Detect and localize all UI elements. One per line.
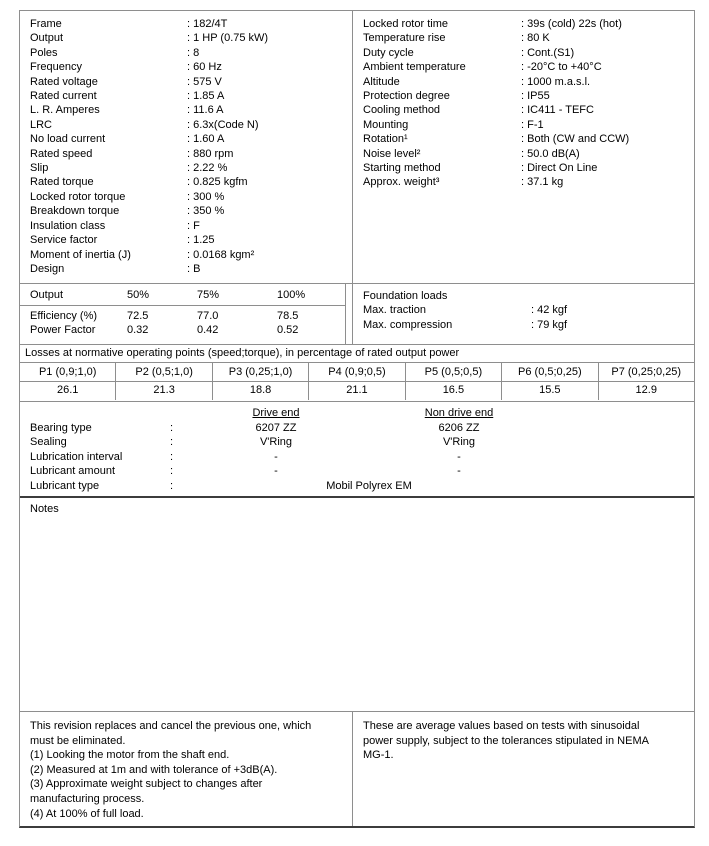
spec-label: Protection degree <box>363 90 450 103</box>
losses-title: Losses at normative operating points (speed;torque), in percentage of rated output power <box>20 345 694 363</box>
spec-row-rated-voltage <box>30 75 352 89</box>
spec-value: : 300 % <box>187 190 225 203</box>
spec-value: : Cont.(S1) <box>521 46 575 59</box>
spec-row-lrc <box>30 118 352 132</box>
spec-value: : 1.25 <box>187 234 215 247</box>
spec-row-rated-speed <box>30 147 352 161</box>
remark-line: This revision replaces and cancel the previous one, which <box>30 720 312 732</box>
drive-end-header: Drive end <box>252 407 300 419</box>
spec-label: Rated speed <box>30 147 93 160</box>
spec-row-noise-level <box>363 147 694 161</box>
spec-label: Poles <box>30 46 58 59</box>
losses-header-row <box>20 363 694 382</box>
spec-row-protection-degree <box>363 89 694 103</box>
spec-value: : 50.0 dB(A) <box>521 147 580 160</box>
spec-row-frame <box>30 17 352 31</box>
spec-label: Slip <box>30 162 49 175</box>
lubrication-interval-nde: - <box>457 450 461 463</box>
losses-header-p2: P2 (0,5;1,0) <box>116 363 212 382</box>
power-factor-100: 0.52 <box>277 324 299 336</box>
bearing-type-de: 6207 ZZ <box>255 421 297 434</box>
spec-value: : 6.3x(Code N) <box>187 118 259 131</box>
spec-row-rated-current <box>30 89 352 103</box>
efficiency-50: 72.5 <box>127 310 149 322</box>
tolerance-remarks <box>352 712 694 826</box>
output-header-100: 100% <box>277 289 306 301</box>
foundation-title <box>363 289 694 303</box>
spec-value: : 1.85 A <box>187 90 225 103</box>
spec-row-duty-cycle <box>363 46 694 60</box>
row-label: Power Factor <box>30 324 96 336</box>
losses-section <box>20 344 694 401</box>
row-label: Bearing type <box>30 421 92 434</box>
lubricant-amount-nde: - <box>457 465 461 478</box>
spec-label: Moment of inertia (J) <box>30 248 131 261</box>
foundation-title-label: Foundation loads <box>363 290 448 302</box>
losses-header-p7: P7 (0,25;0,25) <box>599 363 694 382</box>
spec-row-rated-torque <box>30 175 352 189</box>
output-header-50: 50% <box>127 289 150 301</box>
spec-value: : 350 % <box>187 205 225 218</box>
spec-label: Design <box>30 262 65 275</box>
lubrication-interval-de: - <box>274 450 278 463</box>
spec-row-altitude <box>363 75 694 89</box>
spec-label: Rated voltage <box>30 75 98 88</box>
spec-row-design <box>30 262 352 276</box>
spec-value: : 1000 m.a.s.l. <box>521 75 591 88</box>
remark-line: (2) Measured at 1m and with tolerance of +3dB(A). <box>30 763 278 776</box>
spec-row-output <box>30 31 352 45</box>
row-label: Lubricant type <box>30 479 100 492</box>
spec-value: : IP55 <box>521 90 550 103</box>
spec-row-insulation-class <box>30 219 352 233</box>
spec-row-cooling-method <box>363 103 694 117</box>
bearings-section <box>20 401 694 496</box>
spec-value: : Direct On Line <box>521 162 598 175</box>
row-label: Lubricant amount <box>30 465 115 478</box>
spec-value: : 60 Hz <box>187 61 222 74</box>
power-factor-50: 0.32 <box>127 324 149 336</box>
max-traction-row <box>363 303 694 317</box>
spec-value: : F <box>187 219 200 232</box>
spec-label: Rated torque <box>30 176 94 189</box>
spec-row-no-load-current <box>30 132 352 146</box>
spec-label: Ambient temperature <box>363 61 466 74</box>
spec-value: : IC411 - TEFC <box>521 104 594 117</box>
remark-line: MG-1. <box>363 749 394 762</box>
spec-row-mounting <box>363 118 694 132</box>
lubricant-type-value: Mobil Polyrex EM <box>326 479 412 492</box>
spec-value: : 575 V <box>187 75 222 88</box>
output-header: Output <box>30 289 64 301</box>
lubricant-amount-row <box>20 464 694 479</box>
losses-header-p1: P1 (0,9;1,0) <box>20 363 116 382</box>
spec-row-breakdown-torque <box>30 204 352 218</box>
spec-row-rotation <box>363 132 694 146</box>
spec-label: Approx. weight³ <box>363 176 440 189</box>
bearing-type-nde: 6206 ZZ <box>438 421 480 434</box>
sealing-nde: V'Ring <box>442 436 476 449</box>
spec-label: LRC <box>30 118 53 131</box>
max-compression-value: : 79 kgf <box>531 318 568 331</box>
spec-value: : 80 K <box>521 32 550 45</box>
spec-value: : B <box>187 262 201 275</box>
colon: : <box>170 436 174 449</box>
spec-label: Cooling method <box>363 104 441 117</box>
spec-value: : 0.825 kgfm <box>187 176 248 189</box>
spec-value: : 1 HP (0.75 kW) <box>187 32 269 45</box>
spacer <box>20 406 170 421</box>
spec-value: : 1.60 A <box>187 133 225 146</box>
spec-row-locked-rotor-time <box>363 17 694 31</box>
spec-label: Breakdown torque <box>30 205 120 218</box>
lubrication-interval-row <box>20 450 694 465</box>
losses-header-p3: P3 (0,25;1,0) <box>213 363 309 382</box>
spec-value: : 37.1 kg <box>521 176 564 189</box>
row-label: Max. traction <box>363 304 426 317</box>
row-label: Efficiency (%) <box>30 310 98 322</box>
row-label: Lubrication interval <box>30 450 123 463</box>
remark-line: (3) Approximate weight subject to changes after <box>30 778 263 791</box>
spec-label: Locked rotor time <box>363 18 448 30</box>
spec-label: Rotation¹ <box>363 133 408 146</box>
power-factor-75: 0.42 <box>197 324 219 336</box>
spec-value: : 182/4T <box>187 18 228 30</box>
power-factor-row <box>20 323 345 337</box>
spec-row-lr-amperes <box>30 103 352 117</box>
bearings-header-row <box>20 406 694 421</box>
colon: : <box>170 421 174 434</box>
sealing-row <box>20 435 694 450</box>
spec-row-approx-weight <box>363 175 694 189</box>
notes-section <box>20 496 694 711</box>
remark-line: (4) At 100% of full load. <box>30 807 144 820</box>
row-label: Max. compression <box>363 318 453 331</box>
losses-value-p2: 21.3 <box>116 382 212 400</box>
spec-value: : F-1 <box>521 118 544 131</box>
spec-row-locked-rotor-torque <box>30 190 352 204</box>
spec-label: Starting method <box>363 162 441 175</box>
lubricant-type-row <box>20 479 694 494</box>
losses-values-row <box>20 382 694 400</box>
losses-value-p6: 15.5 <box>502 382 598 400</box>
spec-label: Noise level² <box>363 147 421 160</box>
spec-value: : 880 rpm <box>187 147 234 160</box>
row-label: Sealing <box>30 436 67 449</box>
spec-row-service-factor <box>30 233 352 247</box>
spec-value: : 0.0168 kgm² <box>187 248 255 261</box>
spec-label: Duty cycle <box>363 46 414 59</box>
spec-value: : 39s (cold) 22s (hot) <box>521 18 622 30</box>
remark-line: (1) Looking the motor from the shaft end. <box>30 749 230 762</box>
spec-label: Output <box>30 32 64 45</box>
specs-section <box>20 11 694 283</box>
losses-value-p1: 26.1 <box>20 382 116 400</box>
spec-value: : 8 <box>187 46 200 59</box>
losses-value-p4: 21.1 <box>309 382 405 400</box>
losses-value-p3: 18.8 <box>213 382 309 400</box>
spec-label: Frame <box>30 18 62 30</box>
max-compression-row <box>363 318 694 332</box>
output-foundation-section <box>20 283 694 344</box>
spec-row-poles <box>30 46 352 60</box>
lubricant-amount-de: - <box>274 465 278 478</box>
spec-row-ambient-temperature <box>363 60 694 74</box>
bearing-type-row <box>20 421 694 436</box>
spec-label: Mounting <box>363 118 409 131</box>
efficiency-row <box>20 309 345 323</box>
spec-value: : 2.22 % <box>187 162 228 175</box>
output-table <box>20 284 346 344</box>
specs-right-column <box>352 11 694 283</box>
spec-label: Service factor <box>30 234 98 247</box>
losses-value-p5: 16.5 <box>406 382 502 400</box>
remark-line: manufacturing process. <box>30 792 145 805</box>
spec-row-frequency <box>30 60 352 74</box>
spec-label: Rated current <box>30 90 97 103</box>
spec-value: : 11.6 A <box>187 104 224 117</box>
spec-value: : Both (CW and CCW) <box>521 133 630 146</box>
remark-line: must be eliminated. <box>30 734 126 747</box>
losses-header-p4: P4 (0,9;0,5) <box>309 363 405 382</box>
revision-remarks <box>20 712 352 826</box>
remark-line: These are average values based on tests with sinusoidal <box>363 720 640 732</box>
notes-title: Notes <box>30 503 59 515</box>
spec-row-moment-of-inertia <box>30 248 352 262</box>
motor-datasheet <box>19 10 695 828</box>
spec-label: Frequency <box>30 61 82 74</box>
spec-row-starting-method <box>363 161 694 175</box>
non-drive-end-header: Non drive end <box>424 407 494 419</box>
spec-value: : -20°C to +40°C <box>521 61 602 74</box>
spec-label: Temperature rise <box>363 32 446 45</box>
remark-line: power supply, subject to the tolerances stipulated in NEMA <box>363 734 649 747</box>
footer-section <box>20 711 694 826</box>
colon: : <box>170 479 174 492</box>
foundation-loads-box <box>352 284 694 344</box>
spec-label: Locked rotor torque <box>30 190 126 203</box>
efficiency-100: 78.5 <box>277 310 299 322</box>
losses-header-p5: P5 (0,5;0,5) <box>406 363 502 382</box>
colon: : <box>170 450 174 463</box>
losses-value-p7: 12.9 <box>635 384 657 396</box>
spec-row-slip <box>30 161 352 175</box>
spec-label: Altitude <box>363 75 400 88</box>
spec-label: Insulation class <box>30 219 106 232</box>
max-traction-value: : 42 kgf <box>531 304 568 317</box>
losses-header-p6: P6 (0,5;0,25) <box>502 363 598 382</box>
sealing-de: V'Ring <box>259 436 293 449</box>
spacer <box>170 406 186 421</box>
spec-label: No load current <box>30 133 106 146</box>
spec-row-temperature-rise <box>363 31 694 45</box>
specs-left-column <box>20 11 352 283</box>
spec-label: L. R. Amperes <box>30 104 100 117</box>
output-table-header-row <box>20 284 345 306</box>
efficiency-75: 77.0 <box>197 310 219 322</box>
colon: : <box>170 465 174 478</box>
output-header-75: 75% <box>197 289 220 301</box>
